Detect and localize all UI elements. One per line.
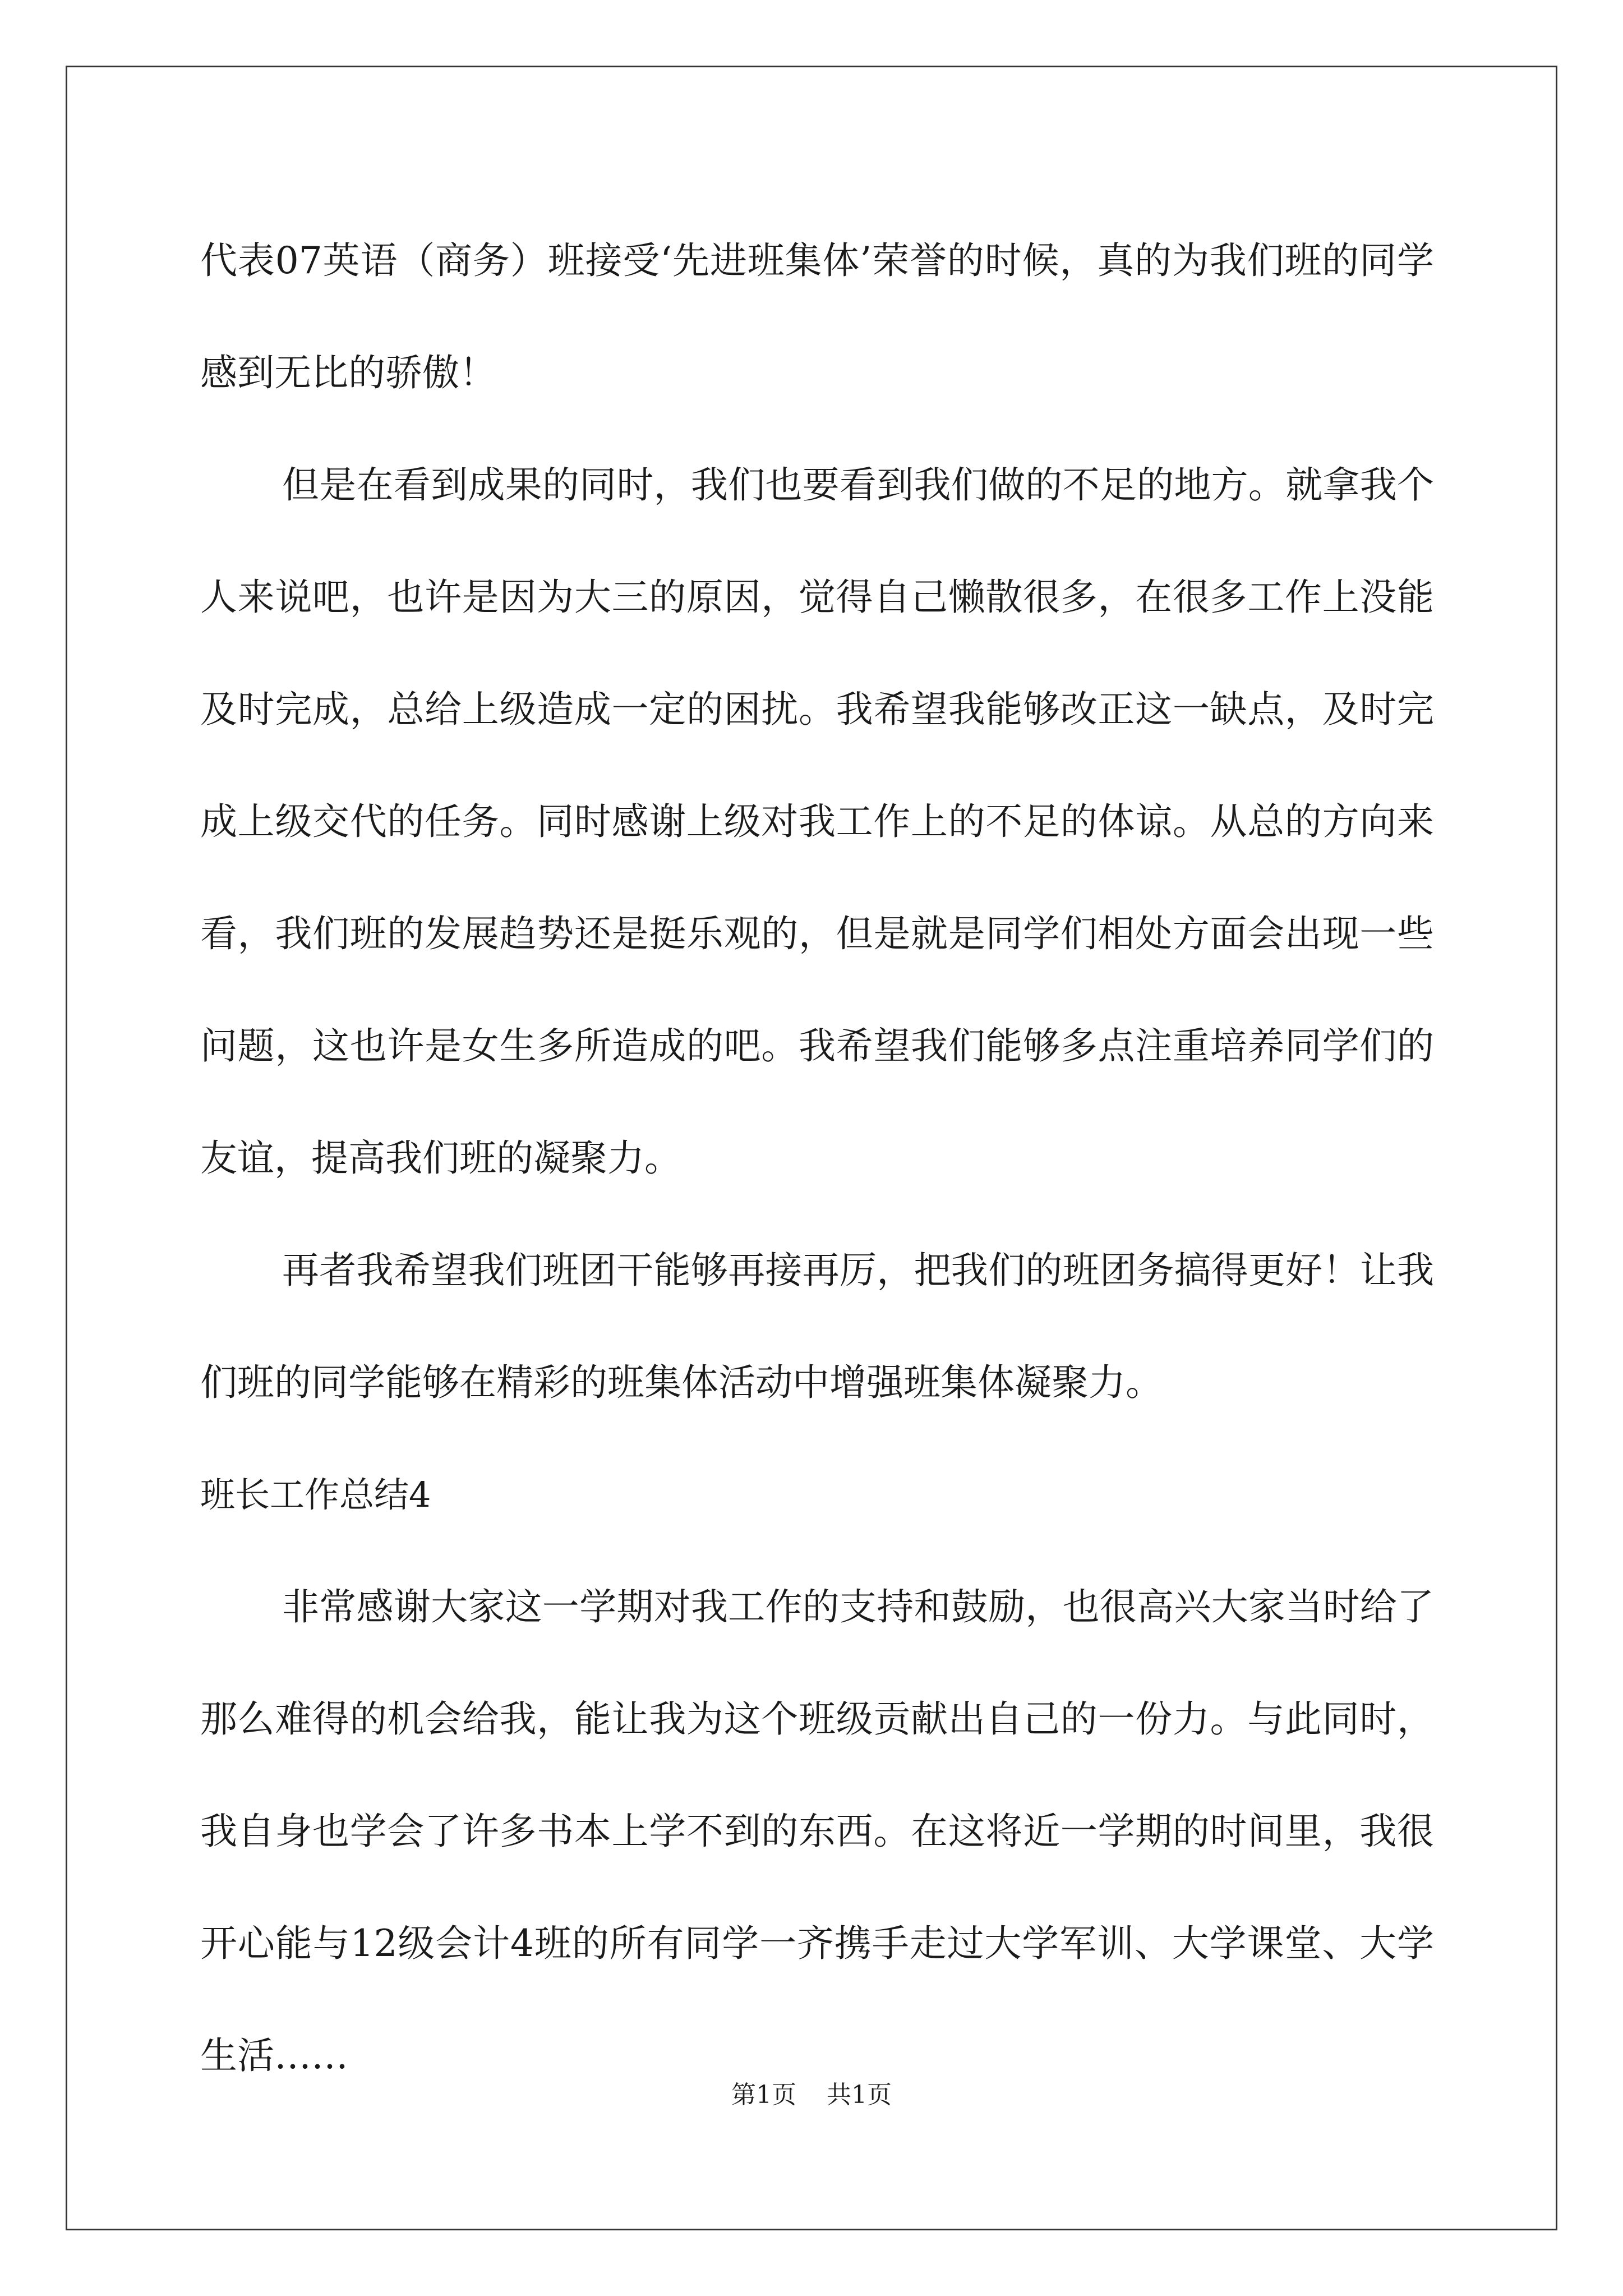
paragraph-4: 非常感谢大家这一学期对我工作的支持和鼓励，也很高兴大家当时给了那么难得的机会给我，能让我为这个班级贡献出自己的一份力。与此同时，我自身也学会了许多书本上学不到的东西。在这将近一学期的时间里，我很开心能与12级会计4班的所有同学一齐携手走过大学军训、大学课堂、大学生活…… bbox=[200, 1585, 1434, 2077]
page-number: 第1页 bbox=[731, 2081, 796, 2109]
page-total: 共1页 bbox=[827, 2081, 892, 2109]
section-heading: 班长工作总结4 bbox=[200, 1474, 431, 1515]
page-footer bbox=[0, 2078, 1623, 2112]
paragraph-1: 代表07英语（商务）班接受‘先进班集体’荣誉的时候，真的为我们班的同学感到无比的骄傲！ bbox=[200, 239, 1434, 394]
document-body bbox=[200, 205, 1434, 2112]
paragraph-2: 但是在看到成果的同时，我们也要看到我们做的不足的地方。就拿我个人来说吧，也许是因为大三的原因，觉得自己懒散很多，在很多工作上没能及时完成，总给上级造成一定的困扰。我希望我能够改正这一缺点，及时完成上级交代的任务。同时感谢上级对我工作上的不足的体谅。从总的方向来看，我们班的发展趋势还是挺乐观的，但是就是同学们相处方面会出现一些问题，这也许是女生多所造成的吧。我希望我们能够多点注重培养同学们的友谊，提高我们班的凝聚力。 bbox=[200, 463, 1434, 1180]
paragraph-3: 再者我希望我们班团干能够再接再厉，把我们的班团务搞得更好！让我们班的同学能够在精彩的班集体活动中增强班集体凝聚力。 bbox=[200, 1249, 1434, 1404]
